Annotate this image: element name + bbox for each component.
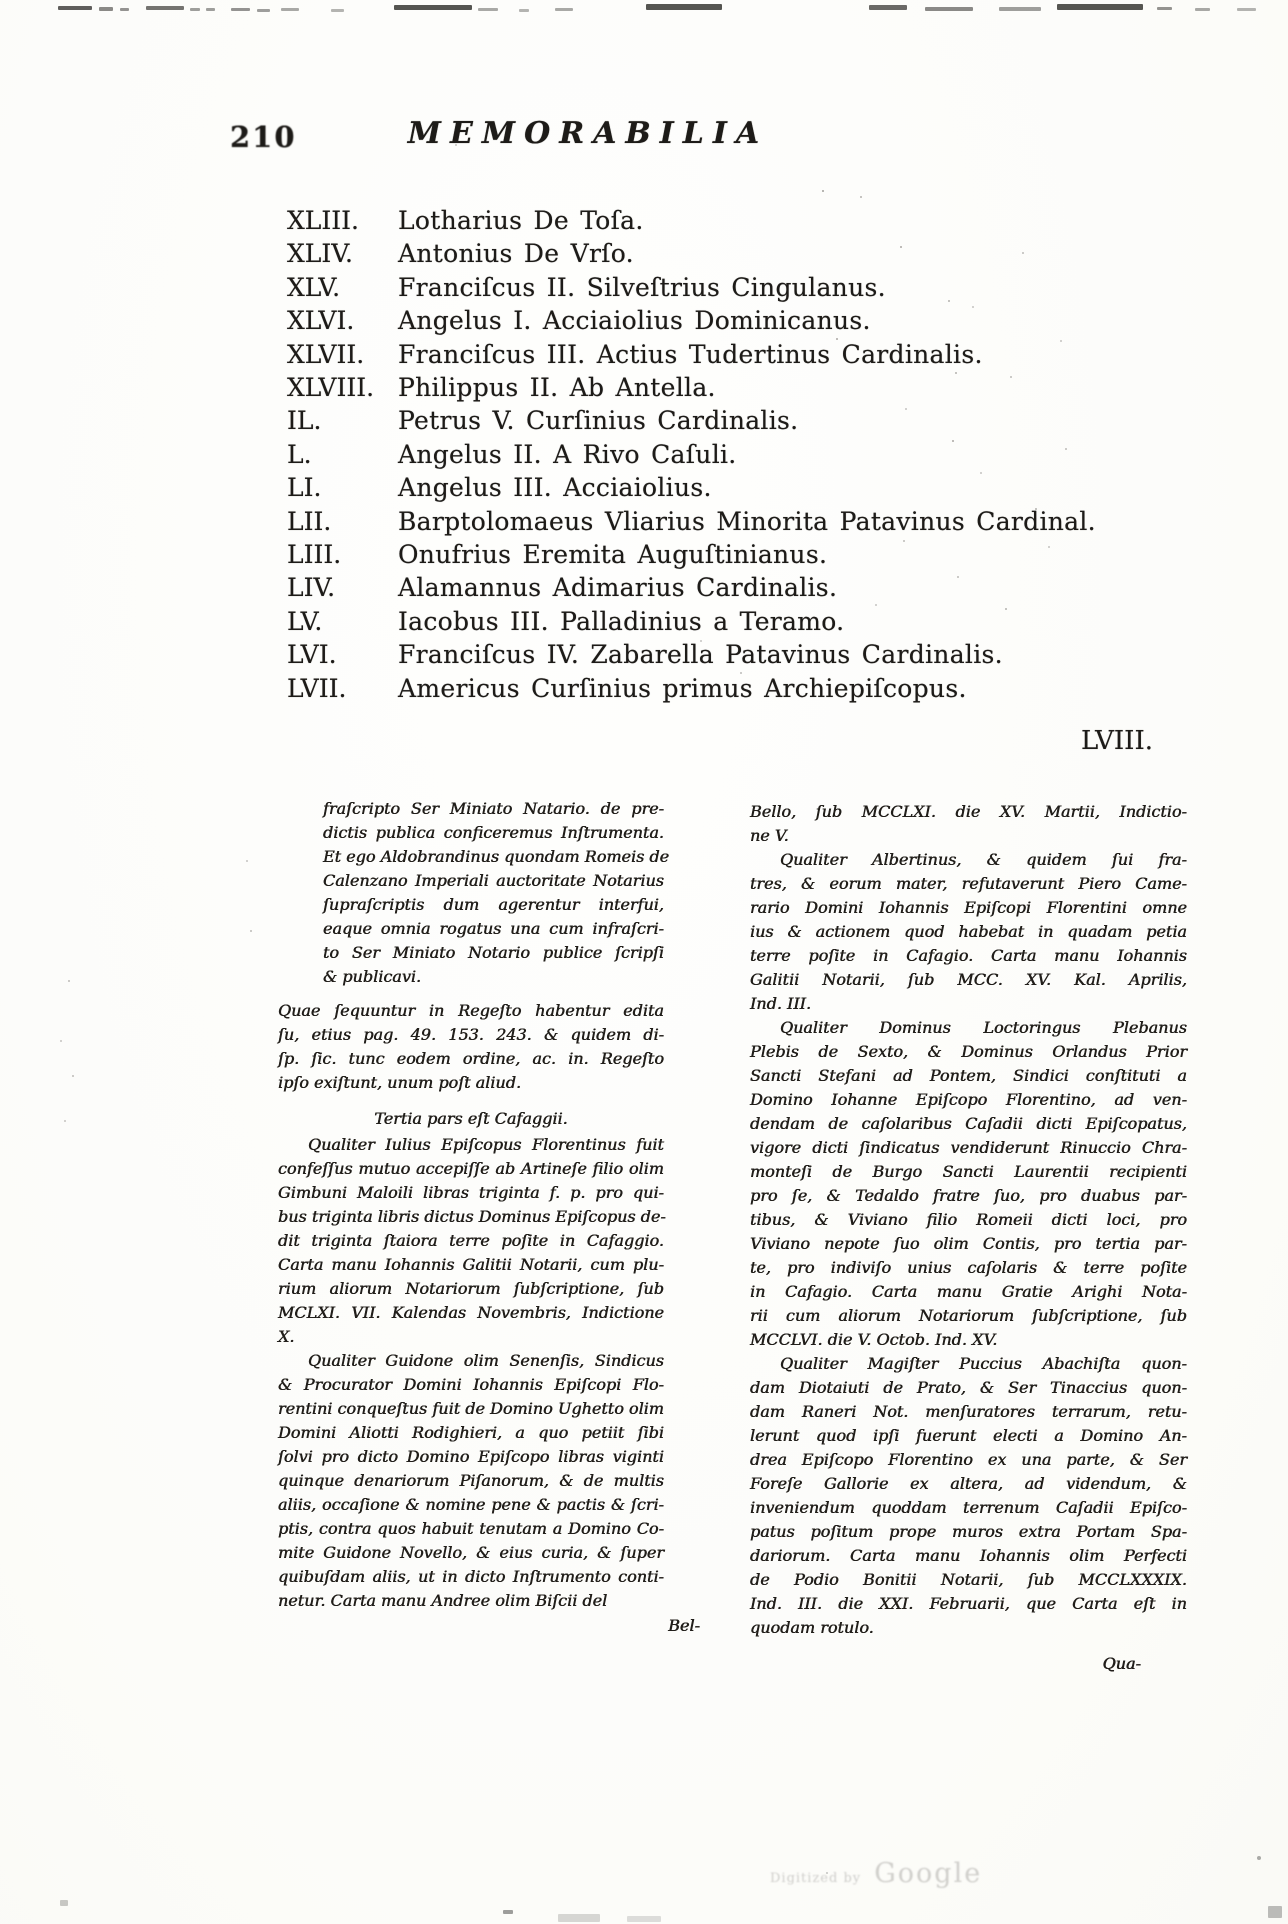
list-row (287, 371, 1096, 404)
text-line: ſupraſcriptis dum agerentur interfui, (323, 895, 664, 914)
list-name: Onufrius Eremita Auguſtinianus. (398, 540, 828, 570)
paragraph (278, 1133, 664, 1349)
list-trailing-numeral: LVIII. (1080, 726, 1153, 756)
text-line: Domini Aliotti Rodighieri, a quo petiit ſibi (278, 1423, 664, 1442)
text-line: Qualiter Magiſter Puccius Abachiſta quon- (780, 1354, 1187, 1373)
list-name: Petrus V. Curſinius Cardinalis. (398, 406, 799, 436)
list-row (287, 304, 1096, 337)
text-line: dictis publica conficeremus Inſtrumenta. (323, 823, 664, 842)
text-line: inveniendum quoddam terrenum Caſadii Epiſco- (750, 1498, 1187, 1517)
page-title: MEMORABILIA (407, 116, 769, 151)
text-line: drea Epiſcopo Florentino ex una parte, & Ser (750, 1450, 1187, 1469)
text-line: Qualiter Guidone olim Senenſis, Sindicus (308, 1351, 664, 1370)
list-numeral: XLV. (287, 272, 341, 302)
list-name: Angelus II. A Rivo Caſuli. (398, 439, 737, 469)
list-row (287, 438, 1096, 471)
text-line: MCCLVI. die V. Octob. Ind. XV. (750, 1330, 998, 1349)
text-line: netur. Carta manu Andree olim Biſcii del (278, 1591, 608, 1610)
text-line: & Procurator Domini Iohannis Epiſcopi Flo- (278, 1375, 664, 1394)
list-row (287, 271, 1096, 304)
text-line: Ind. III. (750, 994, 812, 1013)
text-line: vigore dicti ſindicatus vendiderunt Rinuccio Chra- (750, 1138, 1187, 1157)
list-name: Franciſcus III. Actius Tudertinus Cardinalis. (398, 339, 983, 369)
paragraph (278, 999, 664, 1095)
speckle-layer (0, 0, 2, 2)
text-line: Bello, ſub MCCLXI. die XV. Martii, Indictio- (750, 802, 1187, 821)
text-line: Quae ſequuntur in Regeſto habentur edita (278, 1001, 664, 1020)
text-line: quinque denariorum Piſanorum, & de multis (278, 1471, 664, 1490)
text-line: ſu, etius pag. 49. 153. 243. & quidem di- (278, 1025, 664, 1044)
list-row (287, 571, 1096, 604)
text-line: dam Raneri Not. menſuratores terrarum, retu- (750, 1402, 1187, 1421)
column-right (750, 800, 1187, 1676)
text-line: rario Domini Iohannis Epiſcopi Florentini omne (750, 898, 1187, 917)
list-row (287, 404, 1096, 437)
paragraph (750, 800, 1187, 848)
text-line: in Cafagio. Carta manu Gratie Arighi Nota- (750, 1282, 1187, 1301)
watermark-brand-label: Google (874, 1858, 983, 1889)
text-line: patus poſitum prope muros extra Portam Spa- (750, 1522, 1187, 1541)
text-line: Qualiter Albertinus, & quidem ſui fra- (780, 850, 1187, 869)
list-row (287, 471, 1096, 504)
list-row (287, 338, 1096, 371)
list-name: Iacobus III. Palladinius a Teramo. (398, 606, 845, 636)
column-left (278, 797, 700, 1638)
text-line: ſolvi pro dicto Domino Epiſcopo libras viginti (278, 1447, 664, 1466)
text-line: fraſcripto Ser Miniato Natario. de pre- (323, 799, 664, 818)
list-name: Angelus III. Acciaiolius. (398, 473, 712, 503)
list-numeral: LVII. (287, 673, 347, 703)
text-line: monteſi de Burgo Sancti Laurentii recipienti (750, 1162, 1187, 1181)
paragraph (278, 1349, 664, 1613)
list-numeral: LI. (287, 473, 322, 503)
text-line: mite Guidone Novello, & eius curia, & ſuper (278, 1543, 664, 1562)
text-line: rii cum aliorum Notariorum ſubſcriptione, ſub (750, 1306, 1187, 1325)
text-line: Gimbuni Maloili libras triginta f. p. pro qui- (278, 1183, 664, 1202)
list-numeral: XLIV. (287, 239, 353, 269)
list-row (287, 605, 1096, 638)
text-line: Foreſe Gallorie ex altera, ad videndum, & (750, 1474, 1187, 1493)
list-numeral: L. (287, 439, 312, 469)
list-name: Franciſcus II. Silveſtrius Cingulanus. (398, 272, 886, 302)
text-line: dam Diotaiuti de Prato, & Ser Tinaccius quon- (750, 1378, 1187, 1397)
text-line: Carta manu Iohannis Galitii Notarii, cum plu- (278, 1255, 664, 1274)
list-name: Antonius De Vrſo. (398, 239, 634, 269)
text-line: Domino Iohanne Epiſcopo Florentino, ad ven- (750, 1090, 1187, 1109)
list-numeral: LIV. (287, 573, 336, 603)
text-line: ptis, contra quos habuit tenutam a Domino Co- (278, 1519, 664, 1538)
text-line: ne V. (750, 826, 789, 845)
text-line: Viviano nepote ſuo olim Contis, pro tertia par- (750, 1234, 1187, 1253)
text-line: to Ser Miniato Notario publice ſcripſi (323, 943, 664, 962)
list-row (287, 505, 1096, 538)
text-line: X. (278, 1327, 295, 1346)
text-line: Tertia pars eſt Cafaggii. (374, 1109, 568, 1128)
paragraph (750, 848, 1187, 1016)
list-numeral: XLIII. (287, 206, 359, 235)
catchword: Bel- (668, 1616, 700, 1635)
list-row (287, 638, 1096, 671)
page-number: 210 (230, 120, 297, 154)
list-numeral: IL. (287, 406, 322, 436)
text-line: tres, & eorum mater, refutaverunt Piero Came- (750, 874, 1187, 893)
text-line: terre poſite in Cafagio. Carta manu Iohannis (750, 946, 1187, 965)
list-name: Franciſcus IV. Zabarella Patavinus Cardinalis. (398, 640, 1003, 670)
text-line: tibus, & Viviano filio Romeii dicti loci, pro (750, 1210, 1187, 1229)
paragraph (278, 1107, 664, 1131)
list-numeral: XLVII. (287, 339, 365, 369)
text-line: ſp. ſic. tunc eodem ordine, ac. in. Regeſto (278, 1049, 664, 1068)
list-name: Barptolomaeus Vliarius Minorita Patavinus Cardinal. (398, 506, 1096, 536)
text-line: Galitii Notarii, ſub MCC. XV. Kal. Aprilis, (750, 970, 1187, 989)
text-line: dendam de caſolaribus Caſadii dicti Epiſcopatus, (750, 1114, 1187, 1133)
list-name: Alamannus Adimarius Cardinalis. (398, 573, 838, 603)
list-row (287, 237, 1096, 270)
list-name: Americus Curſinius primus Archiepiſcopus. (398, 673, 967, 703)
list-row (287, 672, 1096, 705)
list-numeral: XLVIII. (287, 373, 375, 403)
text-line: ipſo exiſtunt, unum poſt aliud. (278, 1073, 522, 1092)
text-line: Qualiter Dominus Loctoringus Plebanus (780, 1018, 1187, 1037)
text-line: te, pro indiviſo unius caſolaris & terre poſite (750, 1258, 1187, 1277)
text-line: Calenzano Imperiali auctoritate Notarius (323, 871, 664, 890)
text-line: confeſſus mutuo accepiſſe ab Artineſe filio olim (278, 1159, 664, 1178)
list-name: Lotharius De Toſa. (398, 206, 644, 235)
text-line: Ind. III. die XXI. Februarii, que Carta eſt in (750, 1594, 1187, 1613)
text-line: bus triginta libris dictus Dominus Epiſcopus de- (278, 1207, 666, 1226)
text-line: dit triginta ſtaiora terre poſite in Cafaggio. (278, 1231, 664, 1250)
index-list (287, 204, 1096, 705)
text-line: Sancti Stefani ad Pontem, Sindici conſtituti a (750, 1066, 1187, 1085)
text-line: quodam rotulo. (750, 1618, 874, 1637)
list-row (287, 204, 1096, 237)
list-numeral: LVI. (287, 640, 337, 670)
catchword: Qua- (1102, 1654, 1141, 1673)
watermark-prefix-label: Digitized by (770, 1871, 862, 1886)
text-line: quibuſdam aliis, ut in dicto Inſtrumento conti- (278, 1567, 664, 1586)
text-line: ius & actionem quod habebat in quadam petia (750, 922, 1187, 941)
paragraph (750, 1016, 1187, 1352)
text-line: aliis, occaſione & nomine pene & pactis & ſcri- (278, 1495, 664, 1514)
list-numeral: LV. (287, 606, 323, 636)
google-watermark (770, 1858, 982, 1889)
list-numeral: XLVI. (287, 306, 355, 336)
text-line: Qualiter Iulius Epiſcopus Florentinus fuit (308, 1135, 664, 1154)
paragraph (750, 1352, 1187, 1640)
text-line: dariorum. Carta manu Iohannis olim Perfecti (750, 1546, 1187, 1565)
list-numeral: LII. (287, 506, 332, 536)
list-name: Philippus II. Ab Antella. (398, 373, 716, 403)
text-line: rium aliorum Notariorum ſubſcriptione, ſub (278, 1279, 664, 1298)
list-row (287, 538, 1096, 571)
text-line: & publicavi. (323, 967, 422, 986)
paragraph (323, 797, 670, 989)
list-name: Angelus I. Acciaiolius Dominicanus. (398, 306, 871, 336)
list-numeral: LIII. (287, 540, 342, 570)
text-line: Plebis de Sexto, & Dominus Orlandus Prior (750, 1042, 1187, 1061)
text-line: Et ego Aldobrandinus quondam Romeis de (323, 847, 670, 866)
text-line: eaque omnia rogatus una cum infraſcri- (323, 919, 664, 938)
text-line: MCLXI. VII. Kalendas Novembris, Indictione (278, 1303, 664, 1322)
text-line: pro ſe, & Tedaldo fratre ſuo, pro duabus par- (750, 1186, 1187, 1205)
text-line: lerunt quod ipſi fuerunt electi a Domino An- (750, 1426, 1187, 1445)
text-line: rentini conqueſtus fuit de Domino Ughetto olim (278, 1399, 664, 1418)
text-line: de Podio Bonitii Notarii, ſub MCCLXXXIX. (750, 1570, 1187, 1589)
